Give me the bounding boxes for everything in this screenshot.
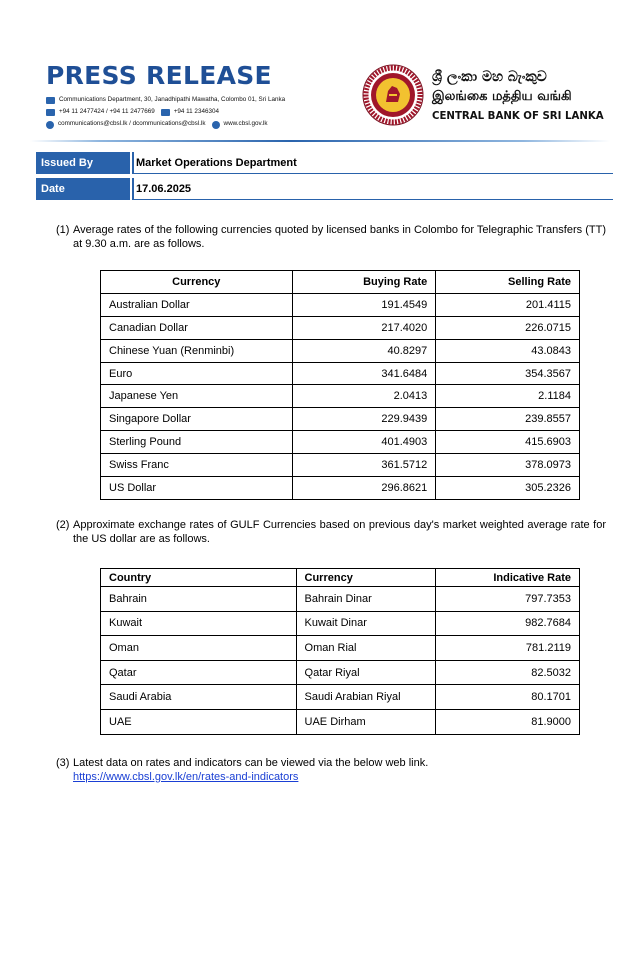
buying-rate-cell: 361.5712: [292, 454, 436, 477]
table-row: [101, 685, 580, 710]
selling-rate-cell: 2.1184: [436, 385, 580, 408]
indicative-rate-cell: 982.7684: [436, 611, 580, 636]
section-2-number: (2): [56, 519, 70, 531]
phone-line: [46, 106, 336, 118]
table-row: [101, 660, 580, 685]
table-row: [101, 408, 580, 431]
bank-name-english: CENTRAL BANK OF SRI LANKA: [432, 111, 604, 122]
country-cell: Qatar: [101, 660, 297, 685]
fax-icon: [161, 109, 170, 116]
col-buying-rate: Buying Rate: [292, 271, 436, 294]
buying-rate-cell: 296.8621: [292, 477, 436, 500]
buying-rate-cell: 401.4903: [292, 431, 436, 454]
indicative-rate-cell: 82.5032: [436, 660, 580, 685]
currency-cell: Bahrain Dinar: [296, 587, 436, 612]
selling-rate-cell: 378.0973: [436, 454, 580, 477]
globe-icon: [212, 121, 220, 129]
country-cell: Kuwait: [101, 611, 297, 636]
buying-rate-cell: 341.6484: [292, 362, 436, 385]
country-cell: UAE: [101, 709, 297, 734]
at-icon: [46, 121, 54, 129]
currency-cell: Qatar Riyal: [296, 660, 436, 685]
gulf-rates-table: [100, 568, 580, 735]
selling-rate-cell: 43.0843: [436, 339, 580, 362]
section-1-number: (1): [56, 224, 70, 236]
section-3-body: Latest data on rates and indicators can be viewed via the below web link.: [73, 757, 429, 769]
country-cell: Saudi Arabia: [101, 685, 297, 710]
rates-indicators-link[interactable]: https://www.cbsl.gov.lk/en/rates-and-indicators: [73, 771, 299, 783]
table-row: [101, 454, 580, 477]
selling-rate-cell: 201.4115: [436, 293, 580, 316]
phone-icon: [46, 109, 55, 116]
buying-rate-cell: 217.4020: [292, 316, 436, 339]
currency-cell: Kuwait Dinar: [296, 611, 436, 636]
currency-cell: Sterling Pound: [101, 431, 293, 454]
selling-rate-cell: 354.3567: [436, 362, 580, 385]
section-3-text: [56, 756, 606, 784]
currency-cell: Chinese Yuan (Renminbi): [101, 339, 293, 362]
country-cell: Oman: [101, 636, 297, 661]
table-row: [101, 293, 580, 316]
table-row: [101, 709, 580, 734]
issued-by-label: Issued By: [36, 152, 130, 174]
indicative-rate-cell: 81.9000: [436, 709, 580, 734]
email-line: [46, 118, 336, 130]
indicative-rate-cell: 797.7353: [436, 587, 580, 612]
section-3-number: (3): [56, 757, 70, 769]
release-meta: [36, 152, 613, 204]
table-header-row: [101, 271, 580, 294]
phone-text: +94 11 2477424 / +94 11 2477669: [59, 108, 155, 116]
issued-by-value: Market Operations Department: [132, 152, 613, 174]
table-row: [101, 611, 580, 636]
currency-cell: Euro: [101, 362, 293, 385]
currency-cell: Swiss Franc: [101, 454, 293, 477]
header-divider: [30, 140, 610, 142]
email-text: communications@cbsl.lk / dcommunications@cbsl.lk: [58, 120, 206, 128]
currency-cell: UAE Dirham: [296, 709, 436, 734]
table-row: [101, 385, 580, 408]
envelope-icon: [46, 97, 55, 104]
selling-rate-cell: 226.0715: [436, 316, 580, 339]
date-row: [36, 178, 613, 200]
currency-cell: Singapore Dollar: [101, 408, 293, 431]
table-row: [101, 587, 580, 612]
table-row: [101, 477, 580, 500]
section-3-link-wrap: [73, 770, 606, 784]
bank-name-tamil: இலங்கை மத்திய வங்கி: [432, 89, 572, 104]
table-header-row: [101, 569, 580, 587]
address-line: [46, 94, 336, 106]
table-row: [101, 362, 580, 385]
buying-rate-cell: 2.0413: [292, 385, 436, 408]
col-currency: Currency: [296, 569, 436, 587]
date-value: 17.06.2025: [132, 178, 613, 200]
col-indicative-rate: Indicative Rate: [436, 569, 580, 587]
section-2-text: [56, 518, 606, 546]
press-release-title: PRESS RELEASE: [46, 61, 272, 90]
bank-identity: [360, 64, 604, 134]
buying-rate-cell: 229.9439: [292, 408, 436, 431]
col-country: Country: [101, 569, 297, 587]
fax-text: +94 11 2346304: [173, 108, 219, 116]
currency-cell: Australian Dollar: [101, 293, 293, 316]
table-row: [101, 316, 580, 339]
buying-rate-cell: 191.4549: [292, 293, 436, 316]
selling-rate-cell: 239.8557: [436, 408, 580, 431]
currency-cell: Oman Rial: [296, 636, 436, 661]
col-currency: Currency: [101, 271, 293, 294]
section-1-text: [56, 223, 606, 251]
currency-cell: Canadian Dollar: [101, 316, 293, 339]
tt-rates-table: [100, 270, 580, 500]
table-row: [101, 431, 580, 454]
website-text[interactable]: www.cbsl.gov.lk: [223, 120, 268, 128]
cbsl-seal-icon: [362, 64, 424, 126]
section-1-body: Average rates of the following currencies quoted by licensed banks in Colombo for Telegraphic Transfers (TT) at 9.30 a.m. are as follows.: [73, 224, 606, 250]
buying-rate-cell: 40.8297: [292, 339, 436, 362]
currency-cell: Saudi Arabian Riyal: [296, 685, 436, 710]
table-row: [101, 339, 580, 362]
table-row: [101, 636, 580, 661]
address-text: Communications Department, 30, Janadhipathi Mawatha, Colombo 01, Sri Lanka: [59, 96, 286, 103]
col-selling-rate: Selling Rate: [436, 271, 580, 294]
issued-by-row: [36, 152, 613, 174]
currency-cell: Japanese Yen: [101, 385, 293, 408]
press-header-contact: [46, 62, 336, 131]
section-2-body: Approximate exchange rates of GULF Currencies based on previous day's market weighted average rate for the US dollar are as follows.: [73, 519, 606, 545]
selling-rate-cell: 415.6903: [436, 431, 580, 454]
indicative-rate-cell: 80.1701: [436, 685, 580, 710]
indicative-rate-cell: 781.2119: [436, 636, 580, 661]
date-label: Date: [36, 178, 130, 200]
currency-cell: US Dollar: [101, 477, 293, 500]
selling-rate-cell: 305.2326: [436, 477, 580, 500]
bank-name-sinhala: ශ්‍රී ලංකා මහ බැංකුව: [432, 69, 547, 85]
country-cell: Bahrain: [101, 587, 297, 612]
